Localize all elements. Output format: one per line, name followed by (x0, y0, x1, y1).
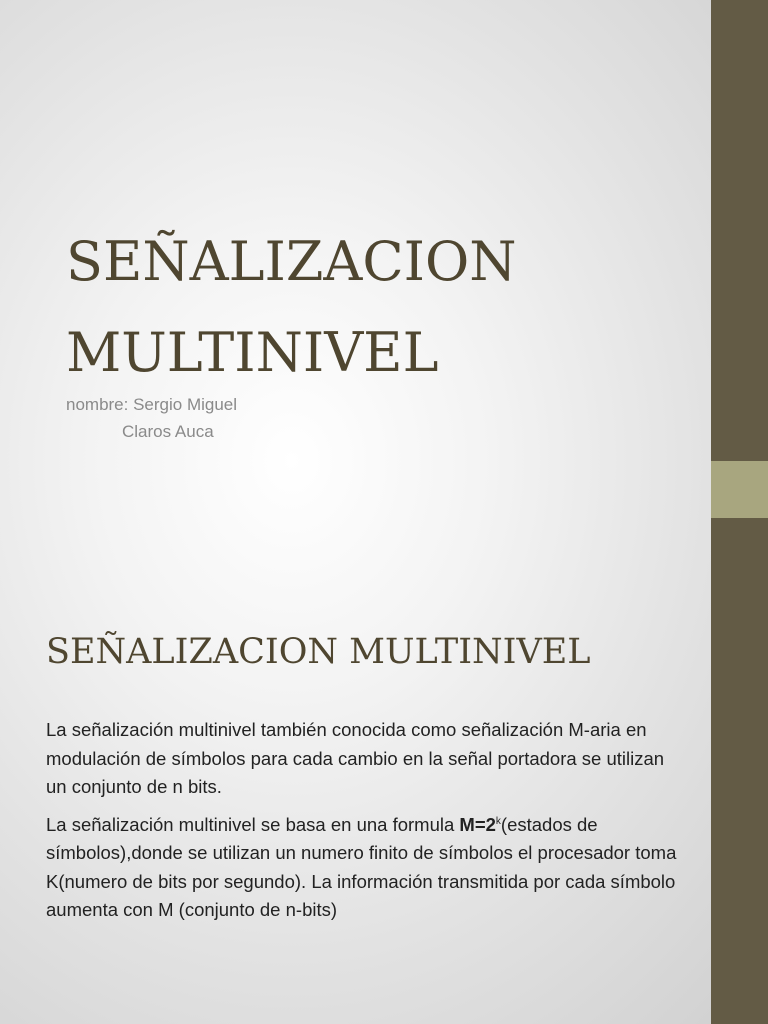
author-block (66, 391, 237, 445)
paragraph-2-intro: La señalización multinivel se basa en una formula (46, 813, 460, 835)
body-text (46, 716, 686, 931)
author-name-line1: nombre: Sergio Miguel (66, 395, 238, 414)
body-paragraph-1: La señalización multinivel también conocida como señalización M-aria en modulación de símbolos para cada cambio en la señal portadora se utilizan un conjunto de n bits. (46, 719, 665, 797)
slide-title-line1: SEÑALIZACION (66, 230, 517, 293)
body-paragraph-2 (46, 808, 686, 925)
author-name-line2: Claros Auca (122, 422, 214, 441)
side-bar-accent (711, 461, 768, 518)
section-heading: SEÑALIZACION MULTINIVEL (46, 632, 591, 672)
formula-exponent: k (495, 815, 501, 827)
slide-title (66, 216, 696, 398)
formula (459, 814, 501, 835)
slide-title-line2: MULTINIVEL (66, 321, 439, 384)
paragraph-2-rest: (estados de símbolos),donde se utilizan un numero finito de símbolos el procesador toma K(numero de bits por segundo). La información transmitida por cada símbolo aumenta con M (conjunto de n-bits) (46, 813, 677, 920)
formula-base: M=2 (459, 813, 496, 835)
